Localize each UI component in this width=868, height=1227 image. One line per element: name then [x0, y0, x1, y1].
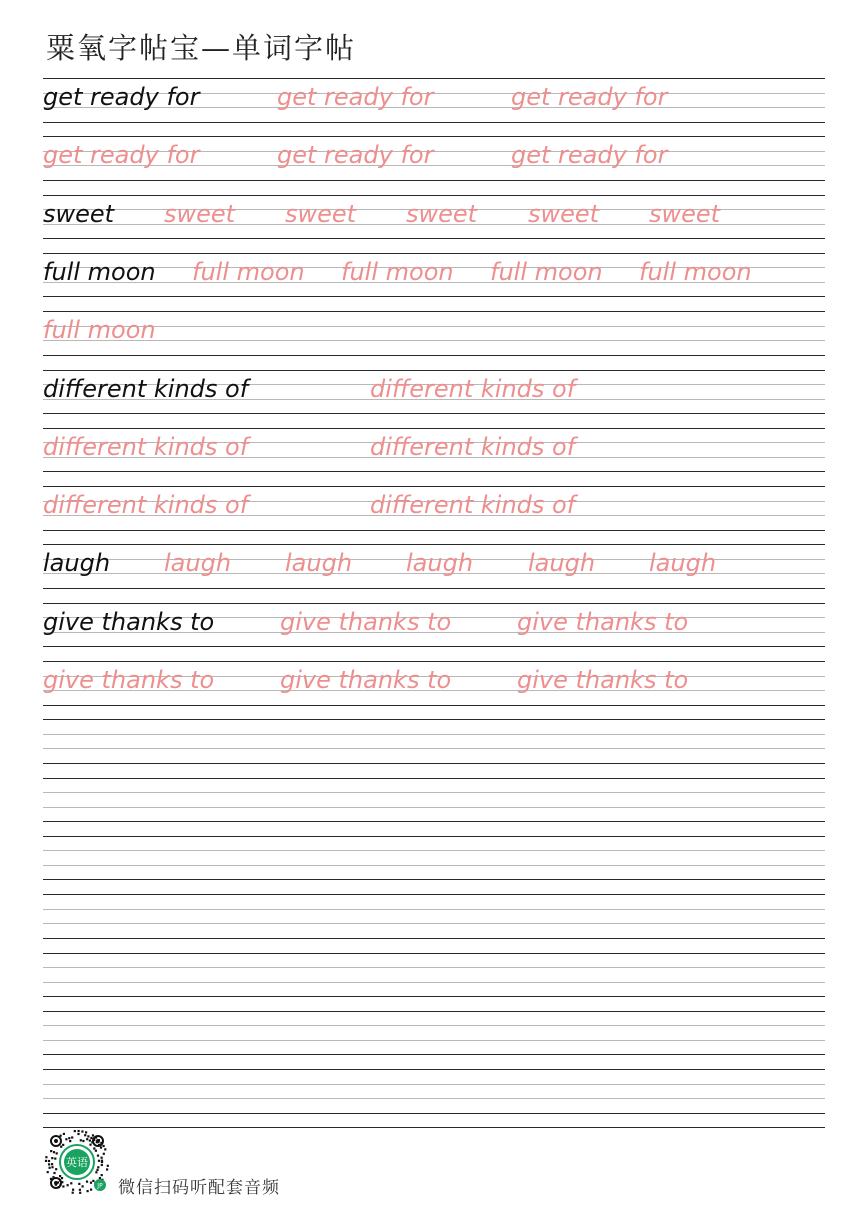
ruled-line	[43, 923, 825, 924]
ruled-line	[43, 136, 825, 137]
trace-word: full moon	[192, 257, 305, 286]
ruled-line	[43, 807, 825, 808]
trace-word: give thanks to	[517, 666, 689, 694]
footer	[42, 1127, 342, 1199]
trace-word: full moon	[341, 257, 454, 286]
ruled-line	[43, 719, 825, 720]
ruled-line	[43, 938, 825, 939]
trace-word: get ready for	[511, 141, 668, 170]
ruled-line	[43, 865, 825, 866]
trace-word: laugh	[164, 549, 232, 578]
qr-badge-label: 英语	[66, 1156, 88, 1169]
ruled-line	[43, 850, 825, 851]
ruled-line	[43, 748, 825, 749]
model-word: get ready for	[43, 83, 200, 111]
trace-word: full moon	[639, 257, 752, 286]
trace-word: get ready for	[277, 141, 434, 170]
qr-code-icon	[42, 1127, 112, 1197]
trace-word: different kinds of	[370, 432, 576, 461]
ruled-line	[43, 195, 825, 196]
ruled-line	[43, 588, 825, 589]
ruled-line	[43, 1054, 825, 1055]
trace-word: give thanks to	[517, 607, 689, 636]
ruled-line	[43, 1025, 825, 1026]
ruled-line	[43, 326, 825, 327]
trace-word: get ready for	[511, 83, 668, 111]
ruled-line	[43, 661, 825, 662]
page-title: 粟氧字帖宝—单词字帖	[46, 31, 357, 65]
ruled-line	[43, 953, 825, 954]
trace-word: give thanks to	[280, 666, 452, 694]
ruled-line	[43, 355, 825, 356]
ruled-line	[43, 78, 825, 79]
ruled-line	[43, 122, 825, 123]
ruled-line	[43, 486, 825, 487]
ruled-line	[43, 238, 825, 239]
trace-word: get ready for	[43, 141, 200, 170]
ruled-line	[43, 544, 825, 545]
ruled-line	[43, 370, 825, 371]
trace-word: different kinds of	[370, 491, 576, 520]
trace-word: sweet	[285, 199, 357, 228]
ruled-line	[43, 909, 825, 910]
ruled-line	[43, 894, 825, 895]
trace-word: give thanks to	[280, 607, 452, 636]
qr-corner-label: JP	[97, 1182, 103, 1190]
ruled-line	[43, 879, 825, 880]
ruled-line	[43, 1011, 825, 1012]
ruled-line	[43, 413, 825, 414]
trace-word: get ready for	[277, 83, 434, 111]
ruled-line	[43, 1098, 825, 1099]
trace-word: sweet	[528, 199, 600, 228]
model-word: give thanks to	[43, 607, 215, 636]
ruled-line	[43, 792, 825, 793]
trace-word: different kinds of	[370, 374, 576, 403]
model-word: full moon	[43, 257, 156, 286]
ruled-line	[43, 836, 825, 837]
trace-word: laugh	[649, 549, 717, 578]
ruled-line	[43, 603, 825, 604]
ruled-line	[43, 763, 825, 764]
trace-word: full moon	[490, 257, 603, 286]
footer-caption: 微信扫码听配套音频	[118, 1178, 280, 1198]
trace-word: sweet	[406, 199, 478, 228]
trace-word: give thanks to	[43, 666, 215, 694]
trace-word: different kinds of	[43, 432, 249, 461]
ruled-line	[43, 982, 825, 983]
ruled-line	[43, 471, 825, 472]
trace-word: sweet	[649, 199, 721, 228]
model-word: different kinds of	[43, 374, 249, 403]
trace-word: laugh	[528, 549, 596, 578]
ruled-line	[43, 253, 825, 254]
ruled-line	[43, 996, 825, 997]
ruled-line	[43, 705, 825, 706]
ruled-line	[43, 778, 825, 779]
ruled-line	[43, 967, 825, 968]
model-word: sweet	[43, 199, 115, 228]
ruled-line	[43, 821, 825, 822]
ruled-line	[43, 311, 825, 312]
ruled-line	[43, 428, 825, 429]
ruled-line	[43, 180, 825, 181]
ruled-line	[43, 1069, 825, 1070]
model-word: laugh	[43, 549, 111, 578]
trace-word: laugh	[406, 549, 474, 578]
trace-word: laugh	[285, 549, 353, 578]
ruled-line	[43, 1113, 825, 1114]
ruled-line	[43, 646, 825, 647]
ruled-line	[43, 530, 825, 531]
trace-word: sweet	[164, 199, 236, 228]
ruled-line	[43, 734, 825, 735]
ruled-line	[43, 1084, 825, 1085]
trace-word: full moon	[43, 316, 156, 345]
ruled-line	[43, 340, 825, 341]
ruled-line	[43, 1040, 825, 1041]
trace-word: different kinds of	[43, 491, 249, 520]
ruled-line	[43, 296, 825, 297]
